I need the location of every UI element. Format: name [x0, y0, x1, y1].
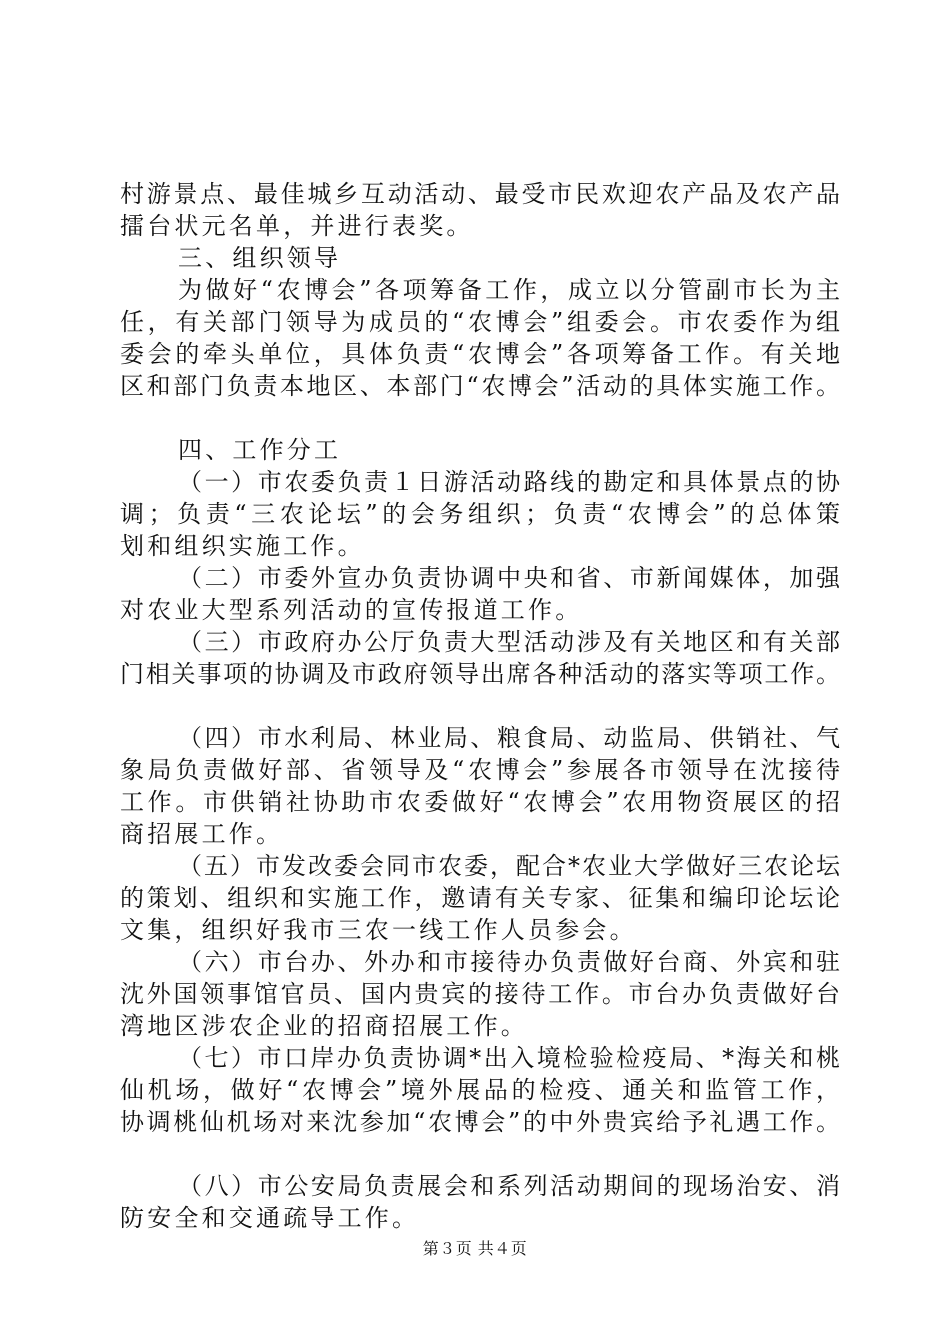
- body-text-line: 区和部门负责本地区、本部门“农博会”活动的具体实施工作。: [120, 372, 840, 400]
- body-text-line: （七）市口岸办负责协调*出入境检验检疫局、*海关和桃: [178, 1044, 840, 1072]
- body-text-line: 任，有关部门领导为成员的“农博会”组委会。市农委作为组: [120, 308, 840, 336]
- body-text-line: 工作。市供销社协助市农委做好“农博会”农用物资展区的招: [120, 788, 840, 816]
- body-text-line: 划和组织实施工作。: [120, 532, 365, 560]
- body-text-line: 象局负责做好部、省领导及“农博会”参展各市领导在沈接待: [120, 756, 840, 784]
- body-text-line: 对农业大型系列活动的宣传报道工作。: [120, 596, 583, 624]
- body-text-line: （五）市发改委会同市农委，配合*农业大学做好三农论坛: [178, 852, 840, 880]
- section-heading: 三、组织领导: [178, 244, 342, 272]
- body-text-line: 为做好“农博会”各项筹备工作，成立以分管副市长为主: [178, 276, 840, 304]
- body-text-line: 村游景点、最佳城乡互动活动、最受市民欢迎农产品及农产品: [120, 180, 840, 208]
- body-text-line: 湾地区涉农企业的招商招展工作。: [120, 1012, 528, 1040]
- body-text-line: 的策划、组织和实施工作，邀请有关专家、征集和编印论坛论: [120, 884, 840, 912]
- body-text-line: （四）市水利局、林业局、粮食局、动监局、供销社、气: [178, 724, 840, 752]
- body-text-line: （八）市公安局负责展会和系列活动期间的现场治安、消: [178, 1172, 840, 1200]
- body-text-line: 委会的牵头单位，具体负责“农博会”各项筹备工作。有关地: [120, 340, 840, 368]
- body-text-line: （一）市农委负责１日游活动路线的勘定和具体景点的协: [178, 468, 840, 496]
- body-text-line: （二）市委外宣办负责协调中央和省、市新闻媒体，加强: [178, 564, 840, 592]
- body-text-line: （三）市政府办公厅负责大型活动涉及有关地区和有关部: [178, 628, 840, 656]
- body-text-line: 沈外国领事馆官员、国内贵宾的接待工作。市台办负责做好台: [120, 980, 840, 1008]
- page-footer: 第３页 共４页: [422, 1239, 528, 1258]
- body-text-line: 仙机场，做好“农博会”境外展品的检疫、通关和监管工作，: [120, 1076, 840, 1104]
- body-text-line: 擂台状元名单，并进行表奖。: [120, 212, 474, 240]
- body-text-line: 调；负责“三农论坛”的会务组织；负责“农博会”的总体策: [120, 500, 840, 528]
- body-text-line: 协调桃仙机场对来沈参加“农博会”的中外贵宾给予礼遇工作。: [120, 1108, 840, 1136]
- body-text-line: 防安全和交通疏导工作。: [120, 1204, 420, 1232]
- body-text-line: （六）市台办、外办和市接待办负责做好台商、外宾和驻: [178, 948, 840, 976]
- section-heading: 四、工作分工: [178, 436, 342, 464]
- body-text-line: 文集，组织好我市三农一线工作人员参会。: [120, 916, 637, 944]
- body-text-line: 门相关事项的协调及市政府领导出席各种活动的落实等项工作。: [120, 660, 840, 688]
- body-text-line: 商招展工作。: [120, 820, 284, 848]
